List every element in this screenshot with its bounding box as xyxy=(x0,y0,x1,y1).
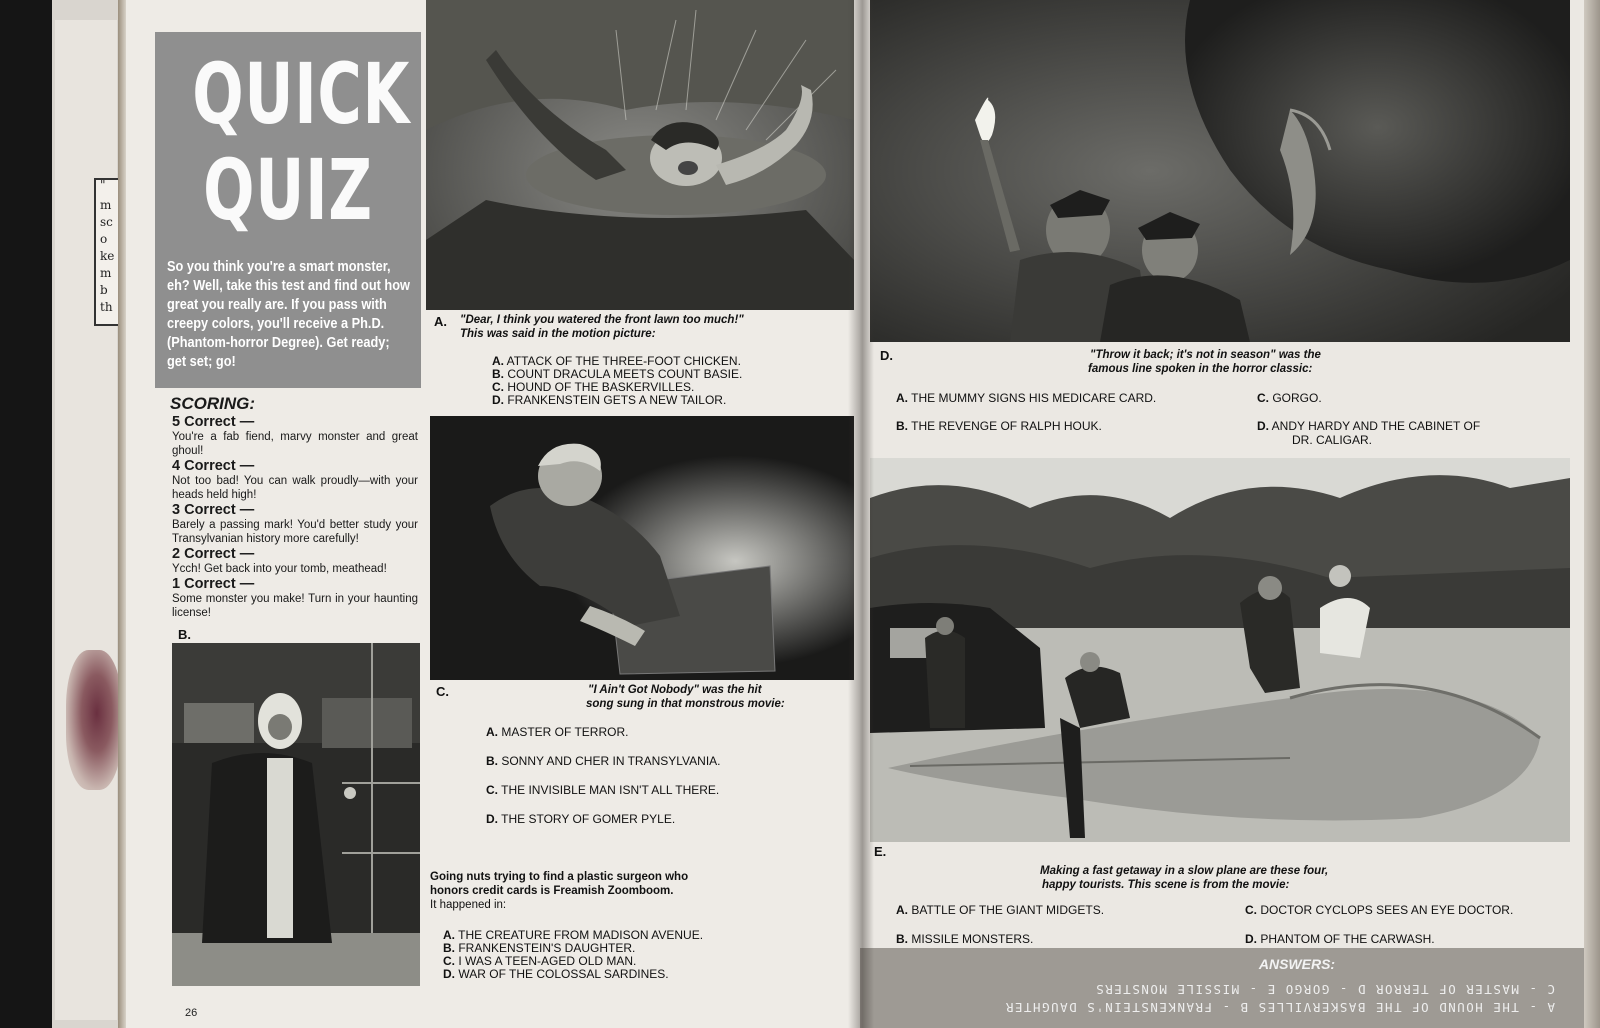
question-a-letter: A. xyxy=(434,314,447,329)
question-e-text-line-2: happy tourists. This scene is from the movie: xyxy=(1042,879,1290,891)
option-letter: C. xyxy=(1257,391,1269,405)
right-page-edge xyxy=(1584,0,1600,1028)
question-d-letter: D. xyxy=(880,348,893,363)
option-text: COUNT DRACULA MEETS COUNT BASIE. xyxy=(507,367,743,381)
scoring-level-label: 1 Correct — xyxy=(172,576,255,592)
option-letter: B. xyxy=(896,419,908,433)
question-d-option-a[interactable] xyxy=(896,391,1156,405)
question-d-text-line-1: "Throw it back; it's not in season" was the xyxy=(1090,349,1321,361)
quiz-title-line-1: QUICK xyxy=(192,45,411,143)
question-c-option-d[interactable] xyxy=(486,812,675,826)
option-letter: A. xyxy=(443,928,455,942)
question-c-letter: C. xyxy=(436,684,449,699)
book-gutter xyxy=(848,0,874,1028)
previous-page-surface xyxy=(55,20,117,1020)
option-text: ANDY HARDY AND THE CABINET OF xyxy=(1271,419,1481,433)
question-b-text-line-3: It happened in: xyxy=(430,899,507,911)
previous-page-fragment: sc xyxy=(100,215,113,229)
page-number: 26 xyxy=(185,1007,198,1019)
scoring-level-text: You're a fab fiend, marvy monster and great ghoul! xyxy=(172,431,418,457)
option-text: GORGO. xyxy=(1272,391,1322,405)
previous-page-text-box xyxy=(94,178,118,326)
photo-question-e xyxy=(870,458,1570,842)
scoring-level-text: Barely a passing mark! You'd better study your Transylvanian history more carefully! xyxy=(172,519,418,545)
answers-box xyxy=(860,948,1584,1028)
option-letter: D. xyxy=(486,812,498,826)
scoring-level-label: 5 Correct — xyxy=(172,414,255,430)
option-text: THE MUMMY SIGNS HIS MEDICARE CARD. xyxy=(911,391,1157,405)
scoring-level-text: Some monster you make! Turn in your haunting license! xyxy=(172,593,418,619)
question-c-option-a[interactable] xyxy=(486,725,628,739)
question-a-option-c[interactable] xyxy=(492,380,694,394)
answers-upside-down xyxy=(955,980,1555,1016)
option-letter: B. xyxy=(486,754,498,768)
question-e-option-a[interactable] xyxy=(896,903,1104,917)
option-text: I WAS A TEEN-AGED OLD MAN. xyxy=(458,954,637,968)
scoring-level-label: 2 Correct — xyxy=(172,546,255,562)
question-b-option-b[interactable] xyxy=(443,941,635,955)
option-text: SONNY AND CHER IN TRANSYLVANIA. xyxy=(501,754,721,768)
question-d-text-line-2: famous line spoken in the horror classic: xyxy=(1088,363,1313,375)
previous-page-fragment: ke xyxy=(100,249,115,263)
option-text: ATTACK OF THE THREE-FOOT CHICKEN. xyxy=(506,354,741,368)
question-a-option-d[interactable] xyxy=(492,393,726,407)
question-b-option-a[interactable] xyxy=(443,928,703,942)
photo-question-b xyxy=(172,643,420,986)
option-text: MASTER OF TERROR. xyxy=(501,725,629,739)
question-b-letter: B. xyxy=(178,627,191,642)
photo-question-c xyxy=(430,416,854,680)
previous-page-fragment: th xyxy=(100,300,113,314)
question-e-option-c[interactable] xyxy=(1245,903,1513,917)
scoring-level-text: Ycch! Get back into your tomb, meathead! xyxy=(172,563,387,575)
option-text: THE REVENGE OF RALPH HOUK. xyxy=(911,419,1102,433)
scoring-heading: SCORING: xyxy=(170,394,255,413)
question-b-text-line-2: honors credit cards is Freamish Zoomboom. xyxy=(430,885,674,897)
quiz-intro: So you think you're a smart monster, eh? Well, take this test and find out how great you really are. If you pass with creepy colors, you'll receive a Ph.D. (Phantom-horror Degree). Get ready; get set; go! xyxy=(167,259,410,370)
option-text: THE INVISIBLE MAN ISN'T ALL THERE. xyxy=(501,783,720,797)
option-text: FRANKENSTEIN'S DAUGHTER. xyxy=(458,941,636,955)
option-letter: C. xyxy=(443,954,455,968)
option-letter: C. xyxy=(486,783,498,797)
scoring-level-text: Not too bad! You can walk proudly—with your heads held high! xyxy=(172,475,418,501)
question-c-option-b[interactable] xyxy=(486,754,721,768)
option-letter: C. xyxy=(492,380,504,394)
previous-page-fragment: o xyxy=(100,232,108,246)
option-letter: A. xyxy=(896,903,908,917)
question-e-option-b[interactable] xyxy=(896,932,1033,946)
option-letter: A. xyxy=(896,391,908,405)
question-b-option-d[interactable] xyxy=(443,967,669,981)
previous-page-fragment: " xyxy=(100,178,106,192)
question-c-text-line-1: "I Ain't Got Nobody" was the hit xyxy=(588,684,762,696)
option-letter: B. xyxy=(896,932,908,946)
quiz-title-box xyxy=(155,32,421,388)
option-text: THE STORY OF GOMER PYLE. xyxy=(501,812,676,826)
question-b-text-line-1: Going nuts trying to find a plastic surgeon who xyxy=(430,871,689,883)
previous-page-illustration xyxy=(66,650,122,790)
previous-page-fragment: m xyxy=(100,198,112,212)
option-letter: D. xyxy=(1245,932,1257,946)
quiz-title-line-2: QUIZ xyxy=(203,141,373,239)
previous-page-fragment: b xyxy=(100,283,108,297)
question-a-option-a[interactable] xyxy=(492,354,741,368)
option-text: DOCTOR CYCLOPS SEES AN EYE DOCTOR. xyxy=(1260,903,1514,917)
option-text: WAR OF THE COLOSSAL SARDINES. xyxy=(458,967,669,981)
question-d-option-d[interactable] xyxy=(1257,419,1480,433)
answers-line-1: A - THE HOUND OF THE BASKERVILLES B - FRANKENSTEIN'S DAUGHTER xyxy=(1004,1000,1555,1015)
option-text: PHANTOM OF THE CARWASH. xyxy=(1260,932,1435,946)
photo-question-a xyxy=(426,0,854,310)
left-page-edge xyxy=(118,0,126,1028)
option-letter: A. xyxy=(486,725,498,739)
scoring-level-label: 3 Correct — xyxy=(172,502,255,518)
option-text: HOUND OF THE BASKERVILLES. xyxy=(507,380,695,394)
answers-label xyxy=(860,954,1584,973)
quiz-title xyxy=(192,45,411,239)
answers-line-2: C - MASTER OF TERROR D - GORGO E - MISSILE MONSTERS xyxy=(1094,982,1555,997)
answers-heading: ANSWERS: xyxy=(1258,956,1336,972)
question-b-option-c[interactable] xyxy=(443,954,636,968)
option-letter: B. xyxy=(492,367,504,381)
option-letter: D. xyxy=(443,967,455,981)
option-letter: B. xyxy=(443,941,455,955)
option-text: BATTLE OF THE GIANT MIDGETS. xyxy=(911,903,1105,917)
question-d-option-c[interactable] xyxy=(1257,391,1322,405)
question-a-text-line-2: This was said in the motion picture: xyxy=(460,328,656,340)
question-e-option-d[interactable] xyxy=(1245,932,1435,946)
scoring-section xyxy=(170,394,420,620)
question-d-option-b[interactable] xyxy=(896,419,1102,433)
option-text: FRANKENSTEIN GETS A NEW TAILOR. xyxy=(507,393,727,407)
question-b-text xyxy=(430,870,688,912)
scoring-level-label: 4 Correct — xyxy=(172,458,255,474)
option-letter: C. xyxy=(1245,903,1257,917)
option-letter: D. xyxy=(492,393,504,407)
previous-page-fragment: m xyxy=(100,266,112,280)
option-letter: D. xyxy=(1257,419,1269,433)
question-e-text-line-1: Making a fast getaway in a slow plane are these four, xyxy=(1040,865,1329,877)
question-a-text-line-1: "Dear, I think you watered the front lawn too much!" xyxy=(460,314,744,326)
question-a-option-b[interactable] xyxy=(492,367,742,381)
question-c-text-line-2: song sung in that monstrous movie: xyxy=(586,698,785,710)
question-c-option-c[interactable] xyxy=(486,783,719,797)
option-text: MISSILE MONSTERS. xyxy=(911,932,1034,946)
option-text: THE CREATURE FROM MADISON AVENUE. xyxy=(458,928,704,942)
question-e-letter: E. xyxy=(874,844,887,859)
question-d-option-d-continued: DR. CALIGAR. xyxy=(1292,433,1373,447)
option-letter: A. xyxy=(492,354,504,368)
photo-question-d xyxy=(870,0,1570,342)
